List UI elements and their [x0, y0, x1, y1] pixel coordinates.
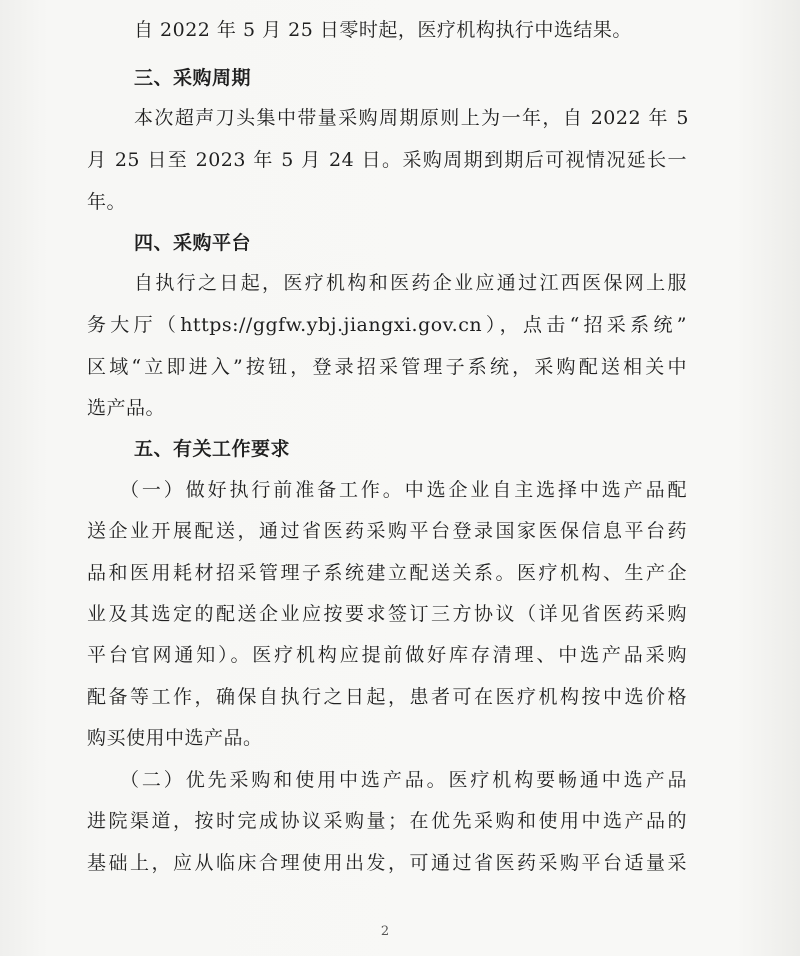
paragraph-line: 业及其选定的配送企业应按要求签订三方协议（详见省医药采购 [87, 603, 687, 625]
paragraph-line: （一）做好执行前准备工作。中选企业自主选择中选产品配 [120, 479, 687, 501]
section-heading-procurement-period: 三、采购周期 [134, 67, 252, 89]
paragraph-line: 送企业开展配送，通过省医药采购平台登录国家医保信息平台药 [87, 520, 687, 542]
paragraph-line: 基础上，应从临床合理使用出发，可通过省医药采购平台适量采 [87, 852, 687, 874]
paragraph-line: 进院渠道，按时完成协议采购量；在优先采购和使用中选产品的 [87, 810, 687, 832]
paragraph-line: 购买使用中选产品。 [87, 727, 263, 749]
paragraph-line: 年。 [87, 191, 127, 213]
paragraph-line: 品和医用耗材招采管理子系统建立配送关系。医疗机构、生产企 [87, 562, 687, 584]
paragraph-line: 自执行之日起，医疗机构和医药企业应通过江西医保网上服 [134, 272, 687, 294]
paragraph-line: 选产品。 [87, 397, 166, 419]
section-heading-procurement-platform: 四、采购平台 [134, 232, 252, 254]
paragraph-line: 区域“立即进入”按钮，登录招采管理子系统，采购配送相关中 [87, 356, 687, 378]
paragraph-line: 平台官网通知）。医疗机构应提前做好库存清理、中选产品采购 [87, 644, 687, 666]
paragraph-line: 配备等工作，确保自执行之日起，患者可在医疗机构按中选价格 [87, 686, 687, 708]
paragraph-line: 月 25 日至 2023 年 5 月 24 日。采购周期到期后可视情况延长一 [87, 149, 687, 171]
paragraph-line: 本次超声刀头集中带量采购周期原则上为一年，自 2022 年 5 [134, 107, 689, 129]
paragraph-line: （二）优先采购和使用中选产品。医疗机构要畅通中选产品 [120, 769, 687, 791]
page-number: 2 [380, 924, 390, 939]
section-heading-work-requirements: 五、有关工作要求 [134, 438, 291, 460]
paragraph-line: 务大厅（https://ggfw.ybj.jiangxi.gov.cn），点击“招采系统” [87, 314, 687, 336]
paragraph-line: 自 2022 年 5 月 25 日零时起，医疗机构执行中选结果。 [134, 19, 632, 41]
